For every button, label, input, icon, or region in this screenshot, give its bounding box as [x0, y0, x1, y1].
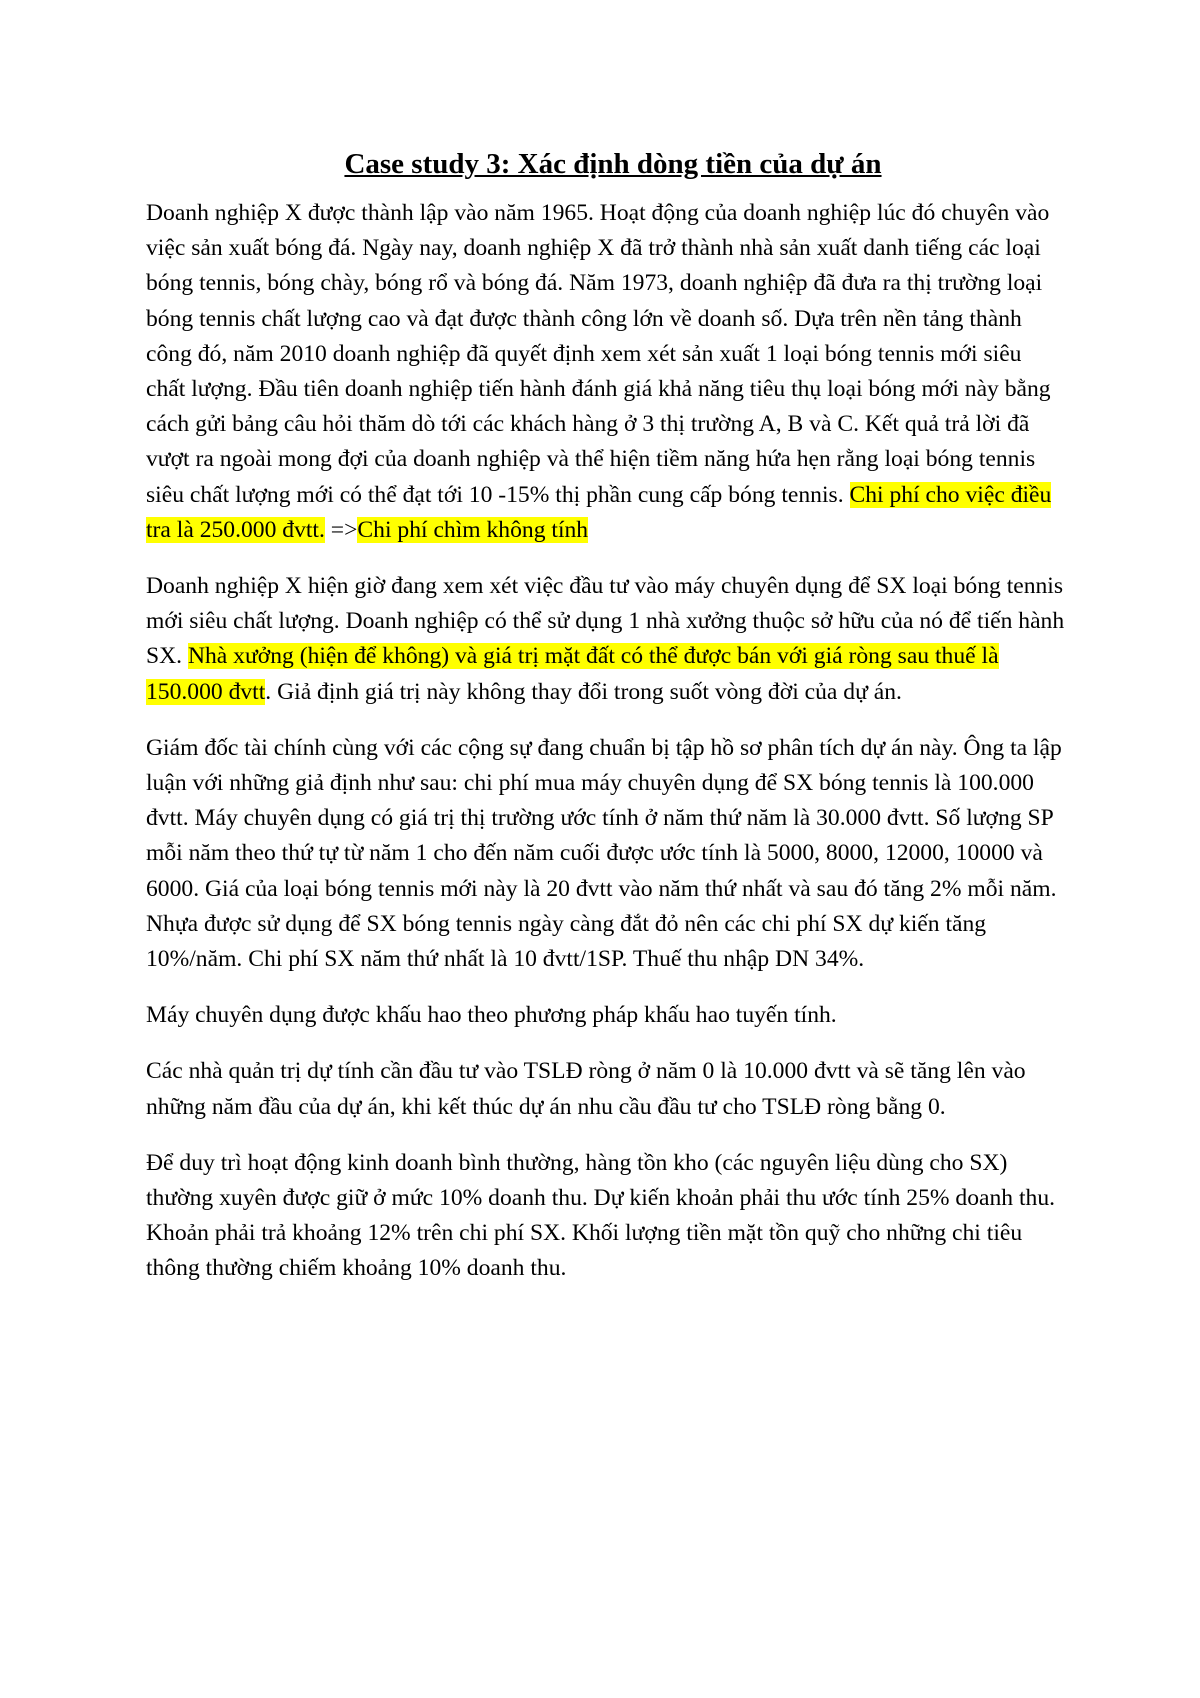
paragraph-text: . Giả định giá trị này không thay đổi trong suốt vòng đời của dự án. [265, 678, 902, 705]
arrow-text: => [324, 516, 358, 543]
paragraph-assumptions: Giám đốc tài chính cùng với các cộng sự đang chuẩn bị tập hồ sơ phân tích dự án này. Ông ta lập luận với những giả định như sau: chi phí mua máy chuyên dụng để SX bóng tennis là 100.000 đvtt. Máy chuyên dụng có giá trị thị trường ước tính ở năm thứ năm là 30.000 đvtt. Số lượng SP mỗi năm theo thứ tự từ năm 1 cho đến năm cuối được ước tính là 5000, 8000, 12000, 10000 và 6000. Giá của loại bóng tennis mới này là 20 đvtt vào năm thứ nhất và sau đó tăng 2% mỗi năm. Nhựa được sử dụng để SX bóng tennis ngày càng đắt đỏ nên các chi phí SX dự kiến tăng 10%/năm. Chi phí SX năm thứ nhất là 10 đvtt/1SP. Thuế thu nhập DN 34%. [146, 734, 1062, 973]
highlight-sunk-cost-note: Chi phí chìm không tính [357, 516, 589, 543]
paragraph-operations: Để duy trì hoạt động kinh doanh bình thường, hàng tồn kho (các nguyên liệu dùng cho SX) thường xuyên được giữ ở mức 10% doanh thu. Dự kiến khoản phải thu ước tính 25% doanh thu. Khoản phải trả khoảng 12% trên chi phí SX. Khối lượng tiền mặt tồn quỹ cho những chi tiêu thông thường chiếm khoảng 10% doanh thu. [146, 1149, 1056, 1282]
document-page [146, 146, 1066, 1308]
paragraph-factory [146, 569, 1066, 710]
paragraph-working-capital: Các nhà quản trị dự tính cần đầu tư vào TSLĐ ròng ở năm 0 là 10.000 đvtt và sẽ tăng lên vào những năm đầu của dự án, khi kết thúc dự án nhu cầu đầu tư cho TSLĐ ròng bằng 0. [146, 1058, 1026, 1120]
document-title: Case study 3: Xác định dòng tiền của dự án [344, 148, 882, 180]
paragraph-depreciation: Máy chuyên dụng được khấu hao theo phương pháp khấu hao tuyến tính. [146, 1002, 837, 1029]
paragraph-company-history [146, 196, 1066, 548]
paragraph-text: Doanh nghiệp X hiện giờ đang xem xét việc đầu tư vào máy chuyên dụng để SX loại bóng tennis mới siêu chất lượng. Doanh nghiệp có thể sử dụng 1 nhà xưởng thuộc sở hữu của nó để tiến hành SX. [146, 573, 1065, 670]
highlight-factory-value: Nhà xưởng (hiện để không) và giá trị mặt đất có thể được bán với giá ròng sau thuế là 150.000 đvtt [146, 643, 999, 705]
paragraph-text: Doanh nghiệp X được thành lập vào năm 1965. Hoạt động của doanh nghiệp lúc đó chuyên vào việc sản xuất bóng đá. Ngày nay, doanh nghiệp X đã trở thành nhà sản xuất danh tiếng các loại bóng tennis, bóng chày, bóng rổ và bóng đá. Năm 1973, doanh nghiệp đã đưa ra thị trường loại bóng tennis chất lượng cao và đạt được thành công lớn về doanh số. Dựa trên nền tảng thành công đó, năm 2010 doanh nghiệp đã quyết định xem xét sản xuất 1 loại bóng tennis mới siêu chất lượng. Đầu tiên doanh nghiệp tiến hành đánh giá khả năng tiêu thụ loại bóng mới này bằng cách gửi bảng câu hỏi thăm dò tới các khách hàng ở 3 thị trường A, B và C. Kết quả trả lời đã vượt ra ngoài mong đợi của doanh nghiệp và thể hiện tiềm năng hứa hẹn rằng loại bóng tennis siêu chất lượng mới có thể đạt tới 10 -15% thị phần cung cấp bóng tennis. [146, 200, 1051, 508]
highlight-survey-cost: Chi phí cho việc điều tra là 250.000 đvtt. [146, 481, 1052, 543]
